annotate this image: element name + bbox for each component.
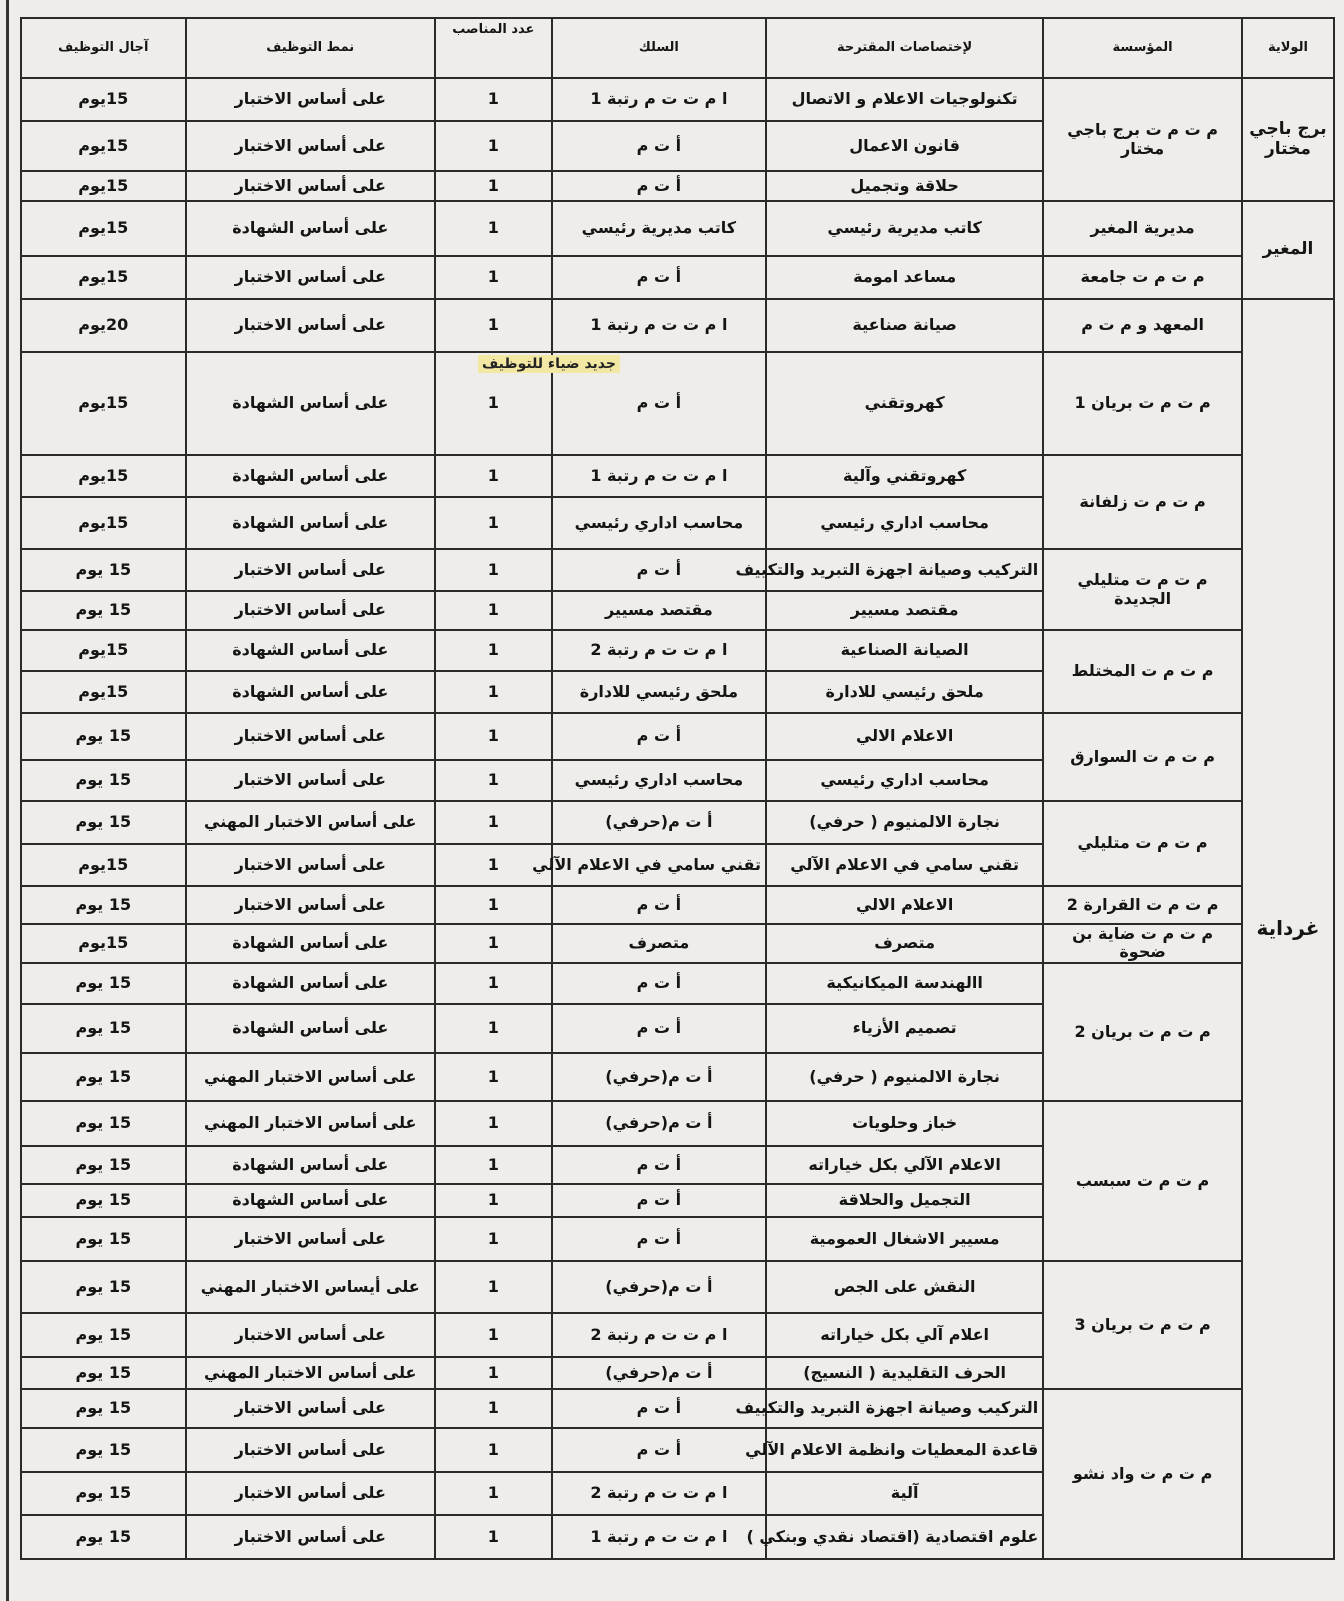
specialty-cell: محاسب اداري رئيسي: [766, 497, 1043, 549]
institution-cell: المعهد و م ت م: [1043, 299, 1242, 352]
table-row: [21, 201, 1334, 256]
positions-cell: 1: [435, 1004, 552, 1053]
positions-cell: 1: [435, 1101, 552, 1146]
mode-cell: على أساس الشهادة: [186, 1184, 435, 1217]
grade-cell: أ ت م(حرفي): [552, 1101, 766, 1146]
mode-cell: على أساس الاختبار: [186, 591, 435, 630]
wilaya-cell: غرداية: [1242, 299, 1334, 1559]
positions-cell: 1: [435, 1184, 552, 1217]
positions-cell: 1: [435, 1146, 552, 1184]
deadline-cell: 15 يوم: [21, 801, 186, 844]
institution-cell: م ت م ت ضاية بن ضحوة: [1043, 924, 1242, 963]
grade-cell: أ ت م: [552, 549, 766, 591]
grade-cell: أ ت م: [552, 963, 766, 1004]
mode-cell: على أساس الاختبار المهني: [186, 1053, 435, 1101]
grade-cell: ا م ت ت م رتبة 1: [552, 1515, 766, 1559]
positions-cell: 1: [435, 1313, 552, 1357]
positions-cell: 1: [435, 549, 552, 591]
mode-cell: على أساس الاختبار: [186, 844, 435, 886]
deadline-cell: 15 يوم: [21, 1515, 186, 1559]
institution-cell: م ت م ت متليلي الجديدة: [1043, 549, 1242, 630]
deadline-cell: 15 يوم: [21, 549, 186, 591]
institution-cell: م ت م ت السوارق: [1043, 713, 1242, 801]
table-row: [21, 886, 1334, 924]
specialty-cell: النقش على الجص: [766, 1261, 1043, 1313]
table-body: [21, 78, 1334, 1559]
grade-cell: أ ت م: [552, 886, 766, 924]
mode-cell: على أساس الشهادة: [186, 497, 435, 549]
specialty-cell: قاعدة المعطيات وانظمة الاعلام الآلي: [766, 1428, 1043, 1472]
table-row: [21, 455, 1334, 497]
table-row: [21, 1101, 1334, 1146]
positions-cell: 1: [435, 1472, 552, 1515]
specialty-cell: نجارة الالمنيوم ( حرفي): [766, 801, 1043, 844]
mode-cell: على أساس الشهادة: [186, 455, 435, 497]
table-row: [21, 299, 1334, 352]
mode-cell: على أساس الاختبار المهني: [186, 1101, 435, 1146]
specialty-cell: الاعلام الالي: [766, 713, 1043, 760]
grade-cell: أ ت م: [552, 1217, 766, 1261]
institution-cell: م ت م ت سبسب: [1043, 1101, 1242, 1261]
specialty-cell: صيانة صناعية: [766, 299, 1043, 352]
positions-cell: 1: [435, 497, 552, 549]
positions-cell: 1: [435, 801, 552, 844]
positions-cell: 1: [435, 844, 552, 886]
deadline-cell: 15يوم: [21, 497, 186, 549]
mode-cell: على أساس الاختبار: [186, 1472, 435, 1515]
grade-cell: ا م ت ت م رتبة 1: [552, 78, 766, 121]
table-row: [21, 1389, 1334, 1428]
deadline-cell: 15 يوم: [21, 1313, 186, 1357]
grade-cell: أ ت م: [552, 1146, 766, 1184]
deadline-cell: 15 يوم: [21, 760, 186, 801]
positions-cell: 1: [435, 630, 552, 671]
positions-cell: 1: [435, 1053, 552, 1101]
mode-cell: على أساس الشهادة: [186, 924, 435, 963]
mode-cell: على أساس الاختبار: [186, 171, 435, 201]
specialty-cell: الحرف التقليدية ( النسيج): [766, 1357, 1043, 1389]
grade-cell: ملحق رئيسي للادارة: [552, 671, 766, 713]
grade-cell: أ ت م(حرفي): [552, 1261, 766, 1313]
grade-cell: أ ت م: [552, 1004, 766, 1053]
positions-cell: 1: [435, 171, 552, 201]
mode-cell: على أساس الاختبار: [186, 121, 435, 171]
specialty-cell: علوم اقتصادية (اقتصاد نقدي وبنكي ): [766, 1515, 1043, 1559]
specialty-cell: محاسب اداري رئيسي: [766, 760, 1043, 801]
mode-cell: على أيساس الاختبار المهني: [186, 1261, 435, 1313]
header-mode: نمط التوظيف: [186, 18, 435, 78]
mode-cell: على أساس الاختبار المهني: [186, 1357, 435, 1389]
positions-cell: 1: [435, 352, 552, 455]
specialty-cell: متصرف: [766, 924, 1043, 963]
table-row: [21, 801, 1334, 844]
specialty-cell: تكنولوجيات الاعلام و الاتصال: [766, 78, 1043, 121]
specialty-cell: قانون الاعمال: [766, 121, 1043, 171]
specialty-cell: مسيير الاشغال العمومية: [766, 1217, 1043, 1261]
positions-cell: 1: [435, 713, 552, 760]
positions-cell: 1: [435, 886, 552, 924]
deadline-cell: 15 يوم: [21, 591, 186, 630]
mode-cell: على أساس الاختبار: [186, 1428, 435, 1472]
wilaya-cell: المغير: [1242, 201, 1334, 299]
specialty-cell: الاعلام الالي: [766, 886, 1043, 924]
deadline-cell: 15 يوم: [21, 886, 186, 924]
deadline-cell: 15 يوم: [21, 1472, 186, 1515]
mode-cell: على أساس الاختبار المهني: [186, 801, 435, 844]
specialty-cell: مساعد امومة: [766, 256, 1043, 299]
deadline-cell: 15 يوم: [21, 963, 186, 1004]
deadline-cell: 15يوم: [21, 121, 186, 171]
mode-cell: على أساس الاختبار: [186, 1515, 435, 1559]
positions-cell: 1: [435, 78, 552, 121]
mode-cell: على أساس الشهادة: [186, 352, 435, 455]
table-row: [21, 924, 1334, 963]
deadline-cell: 15يوم: [21, 171, 186, 201]
grade-cell: ا م ت ت م رتبة 2: [552, 630, 766, 671]
mode-cell: على أساس الشهادة: [186, 1146, 435, 1184]
deadline-cell: 15يوم: [21, 78, 186, 121]
deadline-cell: 15يوم: [21, 844, 186, 886]
specialty-cell: تصميم الأزياء: [766, 1004, 1043, 1053]
mode-cell: على أساس الشهادة: [186, 630, 435, 671]
deadline-cell: 15يوم: [21, 201, 186, 256]
positions-cell: 1: [435, 299, 552, 352]
deadline-cell: 15يوم: [21, 630, 186, 671]
positions-cell: 1: [435, 924, 552, 963]
positions-cell: 1: [435, 455, 552, 497]
grade-cell: أ ت م: [552, 713, 766, 760]
mode-cell: على أساس الاختبار: [186, 1389, 435, 1428]
grade-cell: محاسب اداري رئيسي: [552, 497, 766, 549]
specialty-cell: الاعلام الآلي بكل خياراته: [766, 1146, 1043, 1184]
grade-cell: ا م ت ت م رتبة 2: [552, 1313, 766, 1357]
specialty-cell: اعلام آلي بكل خياراته: [766, 1313, 1043, 1357]
deadline-cell: 15 يوم: [21, 1261, 186, 1313]
positions-cell: 1: [435, 1261, 552, 1313]
deadline-cell: 15 يوم: [21, 1184, 186, 1217]
specialty-cell: آلية: [766, 1472, 1043, 1515]
table-row: [21, 256, 1334, 299]
deadline-cell: 15 يوم: [21, 1053, 186, 1101]
institution-cell: م ت م ت المختلط: [1043, 630, 1242, 713]
watermark: جديد ضياء للتوظيف: [478, 355, 620, 373]
institution-cell: م ت م ت متليلي: [1043, 801, 1242, 886]
institution-cell: م ت م ت برج باجي مختار: [1043, 78, 1242, 201]
deadline-cell: 15يوم: [21, 256, 186, 299]
positions-cell: 1: [435, 1357, 552, 1389]
deadline-cell: 20يوم: [21, 299, 186, 352]
deadline-cell: 15يوم: [21, 455, 186, 497]
deadline-cell: 15 يوم: [21, 1428, 186, 1472]
grade-cell: أ ت م: [552, 352, 766, 455]
grade-cell: أ ت م: [552, 1428, 766, 1472]
grade-cell: أ ت م: [552, 121, 766, 171]
institution-cell: م ت م ت القرارة 2: [1043, 886, 1242, 924]
positions-cell: 1: [435, 201, 552, 256]
specialty-cell: التجميل والحلاقة: [766, 1184, 1043, 1217]
table-row: [21, 963, 1334, 1004]
specialty-cell: الصيانة الصناعية: [766, 630, 1043, 671]
specialty-cell: كهروتقني: [766, 352, 1043, 455]
positions-cell: 1: [435, 671, 552, 713]
grade-cell: أ ت م(حرفي): [552, 801, 766, 844]
mode-cell: على أساس الاختبار: [186, 1313, 435, 1357]
mode-cell: على أساس الاختبار: [186, 549, 435, 591]
mode-cell: على أساس الاختبار: [186, 713, 435, 760]
specialty-cell: ملحق رئيسي للادارة: [766, 671, 1043, 713]
specialty-cell: خباز وحلويات: [766, 1101, 1043, 1146]
specialty-cell: مقتصد مسيير: [766, 591, 1043, 630]
institution-cell: م ت م ت زلفانة: [1043, 455, 1242, 549]
deadline-cell: 15 يوم: [21, 1357, 186, 1389]
positions-cell: 1: [435, 1515, 552, 1559]
positions-cell: 1: [435, 1428, 552, 1472]
header-row: [21, 18, 1334, 78]
institution-cell: م ت م ت بريان 2: [1043, 963, 1242, 1101]
deadline-cell: 15 يوم: [21, 1101, 186, 1146]
table-row: [21, 713, 1334, 760]
grade-cell: ا م ت ت م رتبة 1: [552, 455, 766, 497]
grade-cell: تقني سامي في الاعلام الآلي: [552, 844, 766, 886]
table-row: [21, 1261, 1334, 1313]
positions-cell: 1: [435, 1217, 552, 1261]
wilaya-cell: برج باجي مختار: [1242, 78, 1334, 201]
grade-cell: أ ت م(حرفي): [552, 1053, 766, 1101]
mode-cell: على أساس الاختبار: [186, 760, 435, 801]
institution-cell: م ت م ت بريان 1: [1043, 352, 1242, 455]
positions-cell: 1: [435, 760, 552, 801]
deadline-cell: 15 يوم: [21, 1004, 186, 1053]
specialty-cell: االهندسة الميكانيكية: [766, 963, 1043, 1004]
deadline-cell: 15 يوم: [21, 1217, 186, 1261]
deadline-cell: 15 يوم: [21, 1389, 186, 1428]
mode-cell: على أساس الاختبار: [186, 256, 435, 299]
mode-cell: على أساس الاختبار: [186, 299, 435, 352]
positions-cell: 1: [435, 121, 552, 171]
page-edge-line: [6, 0, 9, 1601]
institution-cell: مديرية المغير: [1043, 201, 1242, 256]
header-institution: المؤسسة: [1043, 18, 1242, 78]
mode-cell: على أساس الشهادة: [186, 1004, 435, 1053]
specialty-cell: كاتب مديرية رئيسي: [766, 201, 1043, 256]
grade-cell: كاتب مديرية رئيسي: [552, 201, 766, 256]
recruitment-table: [20, 17, 1335, 1560]
deadline-cell: 15يوم: [21, 924, 186, 963]
deadline-cell: 15 يوم: [21, 1146, 186, 1184]
grade-cell: ا م ت ت م رتبة 2: [552, 1472, 766, 1515]
header-deadline: آجال التوظيف: [21, 18, 186, 78]
table-row: [21, 78, 1334, 121]
header-positions: عدد المناصب: [435, 18, 552, 78]
header-specialty: لإختصاصات المقترحة: [766, 18, 1043, 78]
table-row: [21, 352, 1334, 455]
mode-cell: على أساس الشهادة: [186, 963, 435, 1004]
deadline-cell: 15 يوم: [21, 713, 186, 760]
specialty-cell: كهروتقني وآلية: [766, 455, 1043, 497]
table-row: [21, 549, 1334, 591]
header-grade: السلك: [552, 18, 766, 78]
institution-cell: م ت م ت جامعة: [1043, 256, 1242, 299]
grade-cell: أ ت م: [552, 171, 766, 201]
grade-cell: أ ت م: [552, 1389, 766, 1428]
grade-cell: متصرف: [552, 924, 766, 963]
grade-cell: أ ت م: [552, 256, 766, 299]
grade-cell: أ ت م(حرفي): [552, 1357, 766, 1389]
positions-cell: 1: [435, 256, 552, 299]
specialty-cell: التركيب وصيانة اجهزة التبريد والتكييف: [766, 549, 1043, 591]
header-wilaya: الولاية: [1242, 18, 1334, 78]
grade-cell: مقتصد مسيير: [552, 591, 766, 630]
specialty-cell: نجارة الالمنيوم ( حرفي): [766, 1053, 1043, 1101]
mode-cell: على أساس الاختبار: [186, 1217, 435, 1261]
specialty-cell: التركيب وصيانة اجهزة التبريد والتكييف: [766, 1389, 1043, 1428]
positions-cell: 1: [435, 1389, 552, 1428]
institution-cell: م ت م ت بريان 3: [1043, 1261, 1242, 1389]
grade-cell: محاسب اداري رئيسي: [552, 760, 766, 801]
positions-cell: 1: [435, 591, 552, 630]
mode-cell: على أساس الاختبار: [186, 886, 435, 924]
specialty-cell: حلاقة وتجميل: [766, 171, 1043, 201]
mode-cell: على أساس الاختبار: [186, 78, 435, 121]
grade-cell: ا م ت ت م رتبة 1: [552, 299, 766, 352]
positions-cell: 1: [435, 963, 552, 1004]
mode-cell: على أساس الشهادة: [186, 201, 435, 256]
deadline-cell: 15يوم: [21, 671, 186, 713]
deadline-cell: 15يوم: [21, 352, 186, 455]
specialty-cell: تقني سامي في الاعلام الآلي: [766, 844, 1043, 886]
mode-cell: على أساس الشهادة: [186, 671, 435, 713]
institution-cell: م ت م ت واد نشو: [1043, 1389, 1242, 1559]
grade-cell: أ ت م: [552, 1184, 766, 1217]
table-row: [21, 630, 1334, 671]
